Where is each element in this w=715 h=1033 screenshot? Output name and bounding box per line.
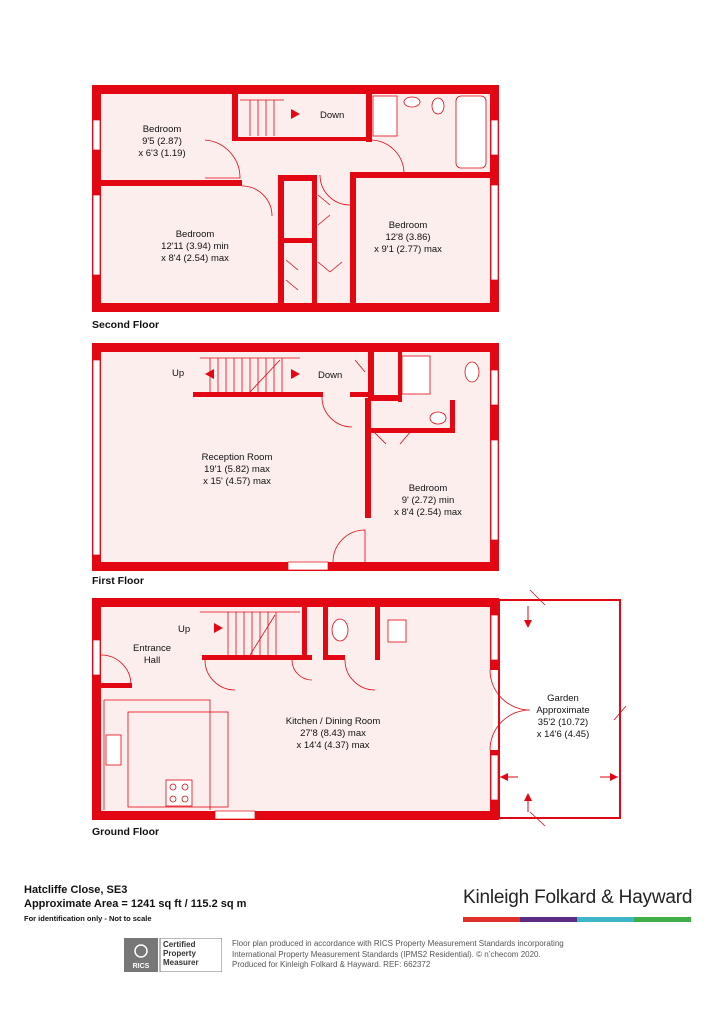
- brand-color-teal: [577, 917, 634, 922]
- rics-badge-line-1: Certified: [163, 940, 196, 949]
- brand-color-green: [634, 917, 691, 922]
- reception-room-name: Reception Room: [201, 452, 273, 463]
- second-floor-label: Second Floor: [92, 319, 160, 331]
- first-floor-label: First Floor: [92, 575, 144, 587]
- brand-color-purple: [520, 917, 577, 922]
- brand-color-red: [463, 917, 520, 922]
- kitchen-dining-dim-1: 27'8 (8.43) max: [300, 728, 366, 739]
- rics-badge-text: [163, 940, 199, 967]
- garden-dim-2: x 14'6 (4.45): [536, 729, 590, 740]
- garden-name: Garden: [547, 693, 579, 704]
- entrance-hall-name-1: Entrance: [132, 643, 172, 654]
- agency-brand-color-bar: [463, 917, 691, 922]
- second-bedroom-3-name: Bedroom: [388, 220, 428, 231]
- first-bedroom-dim-1: 9' (2.72) min: [401, 495, 455, 506]
- ground-floor-up-label: Up: [178, 624, 191, 635]
- ground-floor-label: Ground Floor: [92, 826, 160, 838]
- second-bedroom-2-name: Bedroom: [175, 229, 215, 240]
- first-floor-plan: [92, 343, 499, 571]
- entrance-hall-name-2: Hall: [143, 655, 161, 666]
- second-bedroom-1-dim-1: 9'5 (2.87): [142, 136, 182, 147]
- rics-logo-text: RICS: [132, 963, 150, 970]
- measurement-disclaimer: [232, 939, 612, 971]
- second-bedroom-2-dim-1: 12'11 (3.94) min: [161, 241, 229, 252]
- first-floor-up-label: Up: [172, 368, 185, 379]
- second-bedroom-3-dim-2: x 9'1 (2.77) max: [374, 244, 442, 255]
- garden-dim-1: 35'2 (10.72): [537, 717, 589, 728]
- second-bedroom-3-dim-1: 12'8 (3.86): [385, 232, 431, 243]
- second-floor-stairs-label: Down: [320, 110, 345, 121]
- ground-floor-plan: [92, 598, 530, 820]
- reception-room-dim-1: 19'1 (5.82) max: [204, 464, 270, 475]
- identification-note: For identification only - Not to scale: [24, 914, 152, 923]
- garden-approx: Approximate: [536, 705, 590, 716]
- kitchen-dining-dim-2: x 14'4 (4.37) max: [296, 740, 370, 751]
- approximate-area: Approximate Area = 1241 sq ft / 115.2 sq m: [24, 898, 247, 910]
- disclaimer-line-2: International Property Measurement Standards (IPMS2 Residential). © n’checom 2020.: [232, 949, 541, 959]
- agency-brand-name: Kinleigh Folkard & Hayward: [463, 887, 693, 908]
- kitchen-dining-name: Kitchen / Dining Room: [285, 716, 381, 727]
- second-floor-plan: [92, 85, 499, 312]
- first-bedroom-dim-2: x 8'4 (2.54) max: [394, 507, 462, 518]
- reception-room-dim-2: x 15' (4.57) max: [203, 476, 271, 487]
- rics-badge-line-3: Measurer: [163, 958, 199, 967]
- property-address: Hatcliffe Close, SE3: [24, 884, 128, 896]
- second-bedroom-1-dim-2: x 6'3 (1.19): [138, 148, 186, 159]
- second-bedroom-1-name: Bedroom: [142, 124, 182, 135]
- disclaimer-line-1: Floor plan produced in accordance with RICS Property Measurement Standards incorporating: [232, 939, 564, 948]
- first-bedroom-name: Bedroom: [408, 483, 448, 494]
- rics-badge-line-2: Property: [163, 949, 196, 958]
- first-floor-down-label: Down: [318, 370, 343, 381]
- disclaimer-line-3: Produced for Kinleigh Folkard & Hayward. REF: 662372: [232, 960, 431, 969]
- second-bedroom-2-dim-2: x 8'4 (2.54) max: [161, 253, 229, 264]
